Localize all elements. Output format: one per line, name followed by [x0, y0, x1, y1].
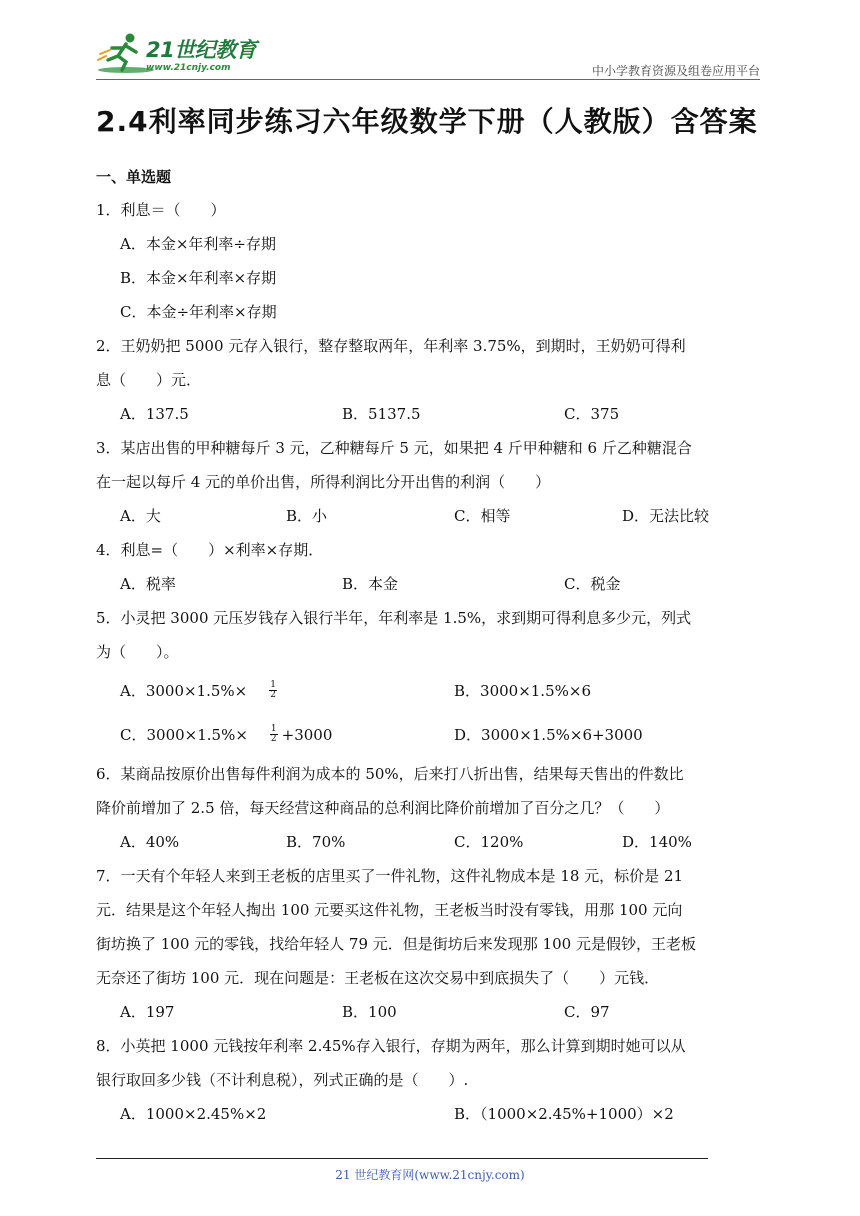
- logo-text: 21世纪教育: [146, 38, 257, 62]
- question-7-stem-line1: 7．一天有个年轻人来到王老板的店里买了一件礼物，这件礼物成本是 18 元，标价是 21: [96, 867, 684, 885]
- question-6-option-a: A．40%: [120, 833, 180, 851]
- question-6-stem-line1: 6．某商品按原价出售每件利润为成本的 50%，后来打八折出售，结果每天售出的件数比: [96, 765, 684, 783]
- question-5-option-b: B．3000×1.5%×6: [454, 682, 591, 700]
- fraction-numerator: 1: [270, 679, 276, 690]
- half-fraction: [270, 725, 278, 744]
- question-2-option-a: A．137.5: [120, 405, 189, 423]
- question-6-options: [96, 825, 764, 859]
- question-4-options: [96, 567, 764, 601]
- page-title: 2.4利率同步练习六年级数学下册（人教版）含答案: [96, 105, 758, 138]
- question-4-option-c: C．税金: [564, 575, 621, 593]
- fraction-numerator: 1: [270, 723, 277, 734]
- question-8-options: [96, 1097, 764, 1131]
- question-3-option-a: A．大: [120, 507, 161, 525]
- section-heading: 一、单选题: [96, 168, 172, 186]
- half-fraction: [269, 681, 277, 700]
- question-8-stem-line1: 8．小英把 1000 元钱按年利率 2.45%存入银行，存期为两年，那么计算到期时她可以从: [96, 1037, 686, 1055]
- question-3-option-b: B．小: [286, 507, 328, 525]
- question-2-option-c: C．375: [564, 405, 620, 423]
- question-2-stem-line1: 2．王奶奶把 5000 元存入银行，整存整取两年，年利率 3.75%，到期时，王奶奶可得利: [96, 337, 686, 355]
- question-7-stem-line3: 街坊换了 100 元的零钱，找给年轻人 79 元．但是街坊后来发现那 100 元是假钞，王老板: [96, 935, 696, 953]
- question-2-stem-line2: 息（ ）元．: [96, 371, 202, 389]
- question-6-option-b: B．70%: [286, 833, 346, 851]
- fraction-denominator: 2: [270, 689, 276, 700]
- question-7-stem-line2: 元．结果是这个年轻人掏出 100 元要买这件礼物，王老板当时没有零钱，用那 100 元向: [96, 901, 683, 919]
- question-5-options-row2: [96, 713, 764, 757]
- question-5-option-c-text: C．3000×1.5%×: [120, 726, 248, 744]
- question-5-option-c-suffix: +3000: [281, 726, 333, 744]
- question-3-stem-line1: 3．某店出售的甲种糖每斤 3 元，乙种糖每斤 5 元，如果把 4 斤甲种糖和 6 斤乙种糖混合: [96, 439, 692, 457]
- question-1-option-b: B．本金×年利率×存期: [120, 269, 277, 287]
- question-4-stem: 4．利息=（ ）×利率×存期．: [96, 541, 324, 559]
- question-5-stem-line2: 为（ ）。: [96, 643, 179, 661]
- question-2-options: [96, 397, 764, 431]
- question-8-option-b: B．（1000×2.45%+1000）×2: [454, 1105, 674, 1123]
- question-7-stem-line4: 无奈还了街坊 100 元．现在问题是：王老板在这次交易中到底损失了（ ）元钱．: [96, 969, 660, 987]
- question-7-option-b: B．100: [342, 1003, 397, 1021]
- question-7-option-c: C．97: [564, 1003, 610, 1021]
- question-5-option-a-text: A．3000×1.5%×: [120, 682, 248, 700]
- question-3-stem-line2: 在一起以每斤 4 元的单价出售，所得利润比分开出售的利润（ ）: [96, 473, 551, 491]
- question-5-stem-line1: 5．小灵把 3000 元压岁钱存入银行半年，年利率是 1.5%，求到期可得利息多少元，列式: [96, 609, 692, 627]
- question-5-option-d: D．3000×1.5%×6+3000: [454, 726, 643, 744]
- question-3-option-d: D．无法比较: [622, 507, 710, 525]
- question-3-option-c: C．相等: [454, 507, 511, 525]
- question-1-stem: 1．利息＝（ ）: [96, 201, 226, 219]
- question-5-option-a: [120, 669, 291, 713]
- page-header: [96, 30, 760, 80]
- question-8-stem-line2: 银行取回多少钱（不计利息税），列式正确的是（ ）.: [96, 1071, 469, 1089]
- question-5-option-c: [120, 713, 332, 757]
- question-7-option-a: A．197: [120, 1003, 175, 1021]
- question-4-option-b: B．本金: [342, 575, 399, 593]
- footer-link[interactable]: 21 世纪教育网(www.21cnjy.com): [335, 1168, 525, 1182]
- footer-divider: [96, 1158, 708, 1159]
- question-3-options: [96, 499, 764, 533]
- question-8-option-a: A．1000×2.45%×2: [120, 1105, 267, 1123]
- question-5-options-row1: [96, 669, 764, 713]
- question-1-option-a: A．本金×年利率÷存期: [120, 235, 276, 253]
- platform-label: 中小学教育资源及组卷应用平台: [591, 64, 760, 78]
- header-divider: [96, 79, 760, 80]
- question-2-option-b: B．5137.5: [342, 405, 421, 423]
- fraction-denominator: 2: [270, 733, 277, 744]
- question-7-options: [96, 995, 764, 1029]
- question-6-option-c: C．120%: [454, 833, 524, 851]
- question-1-option-c: C．本金÷年利率×存期: [120, 303, 277, 321]
- question-4-option-a: A．税率: [120, 575, 176, 593]
- question-6-stem-line2: 降价前增加了 2.5 倍，每天经营这种商品的总利润比降价前增加了百分之几？（ ）: [96, 799, 670, 817]
- logo-url: www.21cnjy.com: [146, 63, 231, 73]
- question-list: [96, 160, 764, 1131]
- question-6-option-d: D．140%: [622, 833, 692, 851]
